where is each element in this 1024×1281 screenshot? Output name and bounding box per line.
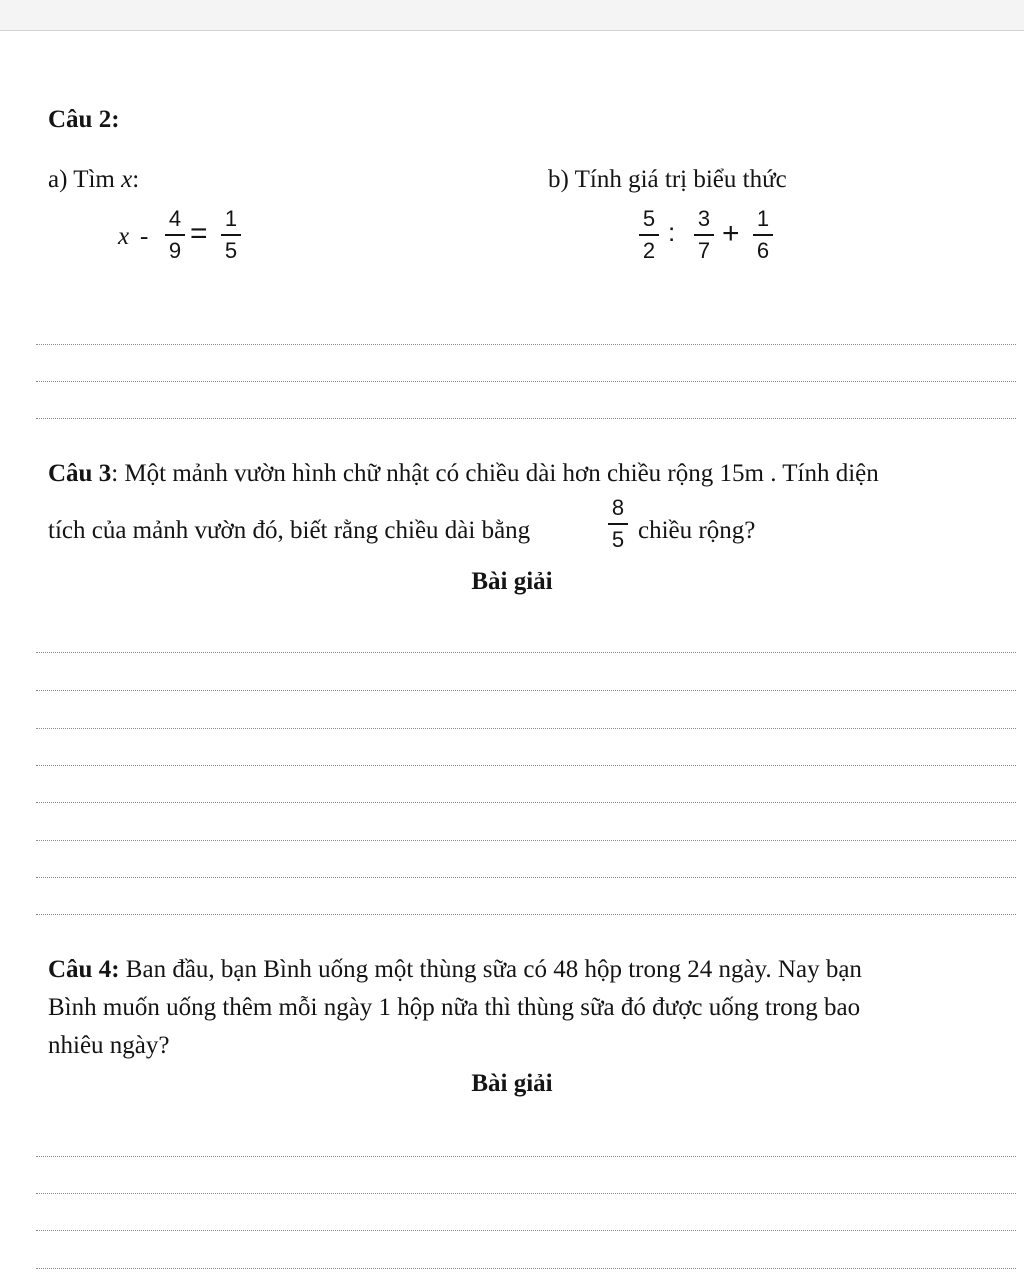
fraction-4-9: 4 9 bbox=[162, 207, 188, 263]
question-3-line-2-end: chiều rộng? bbox=[638, 517, 756, 544]
fraction-8-5: 8 5 bbox=[605, 496, 631, 552]
question-2a-label: a) Tìm x: bbox=[48, 166, 140, 193]
answer-line bbox=[36, 914, 1016, 915]
equals-sign: = bbox=[190, 217, 208, 250]
answer-line bbox=[36, 1268, 1016, 1269]
question-3-line-2: tích của mảnh vườn đó, biết rằng chiều dài bằng bbox=[48, 517, 531, 544]
divide-sign: : bbox=[668, 217, 676, 247]
answer-line bbox=[36, 1193, 1016, 1194]
answer-line bbox=[36, 652, 1016, 653]
fraction-1-5: 1 5 bbox=[218, 207, 244, 263]
question-4-line-2: Bình muốn uống thêm mỗi ngày 1 hộp nữa thì thùng sữa đó được uống trong bao bbox=[48, 994, 861, 1021]
solution-heading-3: Bài giải bbox=[471, 568, 553, 595]
answer-line bbox=[36, 344, 1016, 345]
answer-line bbox=[36, 690, 1016, 691]
viewer-top-bar bbox=[0, 0, 1024, 31]
fraction-5-2: 5 2 bbox=[636, 207, 662, 263]
fraction-1-6: 1 6 bbox=[750, 207, 776, 263]
question-3-line-1: Câu 3: Một mảnh vườn hình chữ nhật có chiều dài hơn chiều rộng 15m . Tính diện bbox=[48, 460, 879, 487]
answer-line bbox=[36, 1156, 1016, 1157]
answer-line bbox=[36, 1230, 1016, 1231]
question-4-line-3: nhiêu ngày? bbox=[48, 1032, 170, 1059]
answer-line bbox=[36, 765, 1016, 766]
solution-heading-4: Bài giải bbox=[471, 1070, 553, 1097]
variable-x: x bbox=[118, 223, 130, 250]
answer-line bbox=[36, 418, 1016, 419]
answer-line bbox=[36, 381, 1016, 382]
question-2b-label: b) Tính giá trị biểu thức bbox=[548, 166, 787, 193]
answer-line bbox=[36, 877, 1016, 878]
plus-sign: + bbox=[722, 217, 740, 250]
answer-line bbox=[36, 802, 1016, 803]
question-4-line-1: Câu 4: Ban đầu, bạn Bình uống một thùng sữa có 48 hộp trong 24 ngày. Nay bạn bbox=[48, 956, 862, 983]
answer-line bbox=[36, 840, 1016, 841]
fraction-3-7: 3 7 bbox=[691, 207, 717, 263]
answer-line bbox=[36, 728, 1016, 729]
minus-sign: - bbox=[140, 223, 149, 250]
question-2-heading: Câu 2: bbox=[48, 106, 120, 133]
